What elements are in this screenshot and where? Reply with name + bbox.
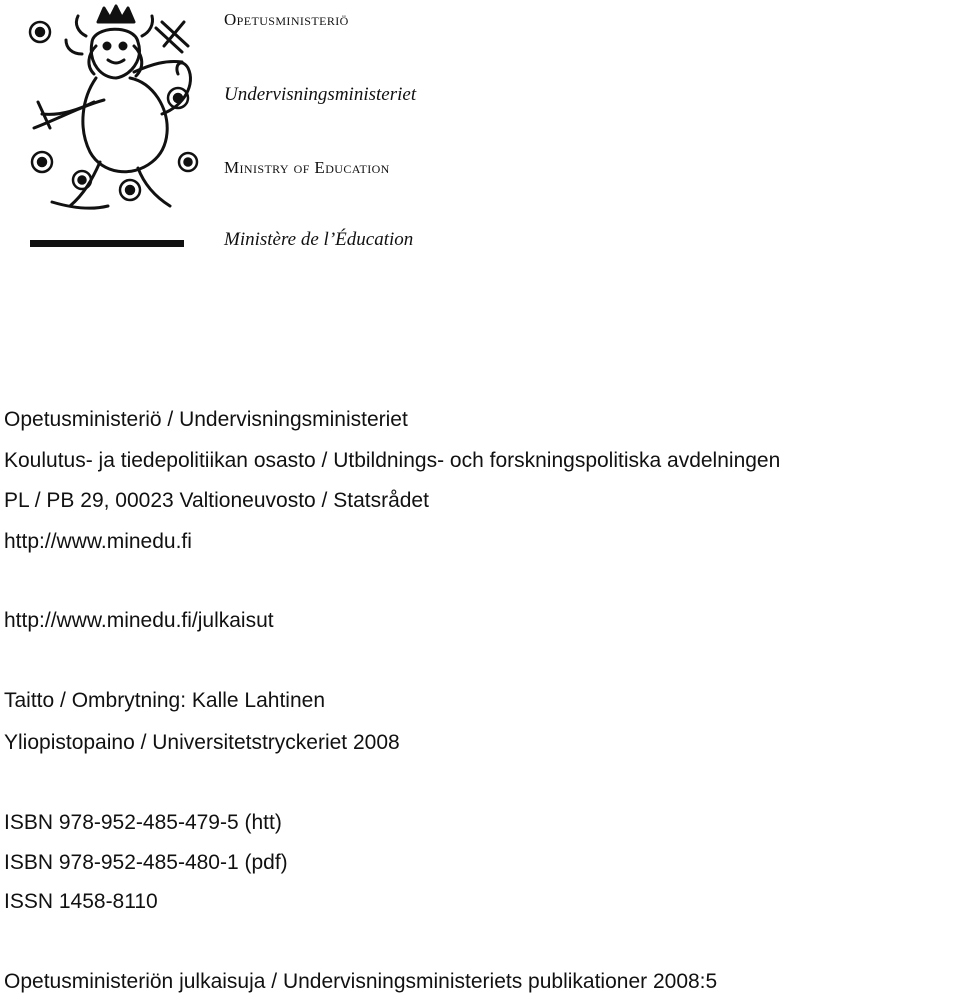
organisation-line: Opetusministeriö / Undervisningsministeriet [4, 408, 408, 431]
printer-credit-line: Yliopistopaino / Universitetstryckeriet 2008 [4, 731, 400, 754]
department-line: Koulutus- ja tiedepolitiikan osasto / Utbildnings- och forskningspolitiska avdelningen [4, 449, 781, 472]
website-link[interactable]: http://www.minedu.fi [4, 530, 192, 553]
ministry-name-finnish: Opetusministeriö [224, 10, 349, 29]
issn-line: ISSN 1458-8110 [4, 890, 158, 913]
emblem-underline-bar [30, 240, 184, 247]
publication-series-line: Opetusministeriön julkaisuja / Undervisningsministeriets publikationer 2008:5 [4, 970, 718, 993]
ministry-name-french: Ministère de l’Éducation [224, 229, 414, 250]
ministry-name-swedish: Undervisningsministeriet [224, 84, 417, 105]
isbn-print-line: ISBN 978-952-485-479-5 (htt) [4, 811, 282, 834]
layout-credit-line: Taitto / Ombrytning: Kalle Lahtinen [4, 689, 326, 712]
publications-link[interactable]: http://www.minedu.fi/julkaisut [4, 609, 274, 632]
isbn-pdf-line: ISBN 978-952-485-480-1 (pdf) [4, 851, 288, 874]
coat-of-arms-emblem [12, 2, 208, 220]
ministry-name-english: Ministry of Education [224, 158, 390, 177]
postal-address-line: PL / PB 29, 00023 Valtioneuvosto / Statsrådet [4, 489, 429, 512]
